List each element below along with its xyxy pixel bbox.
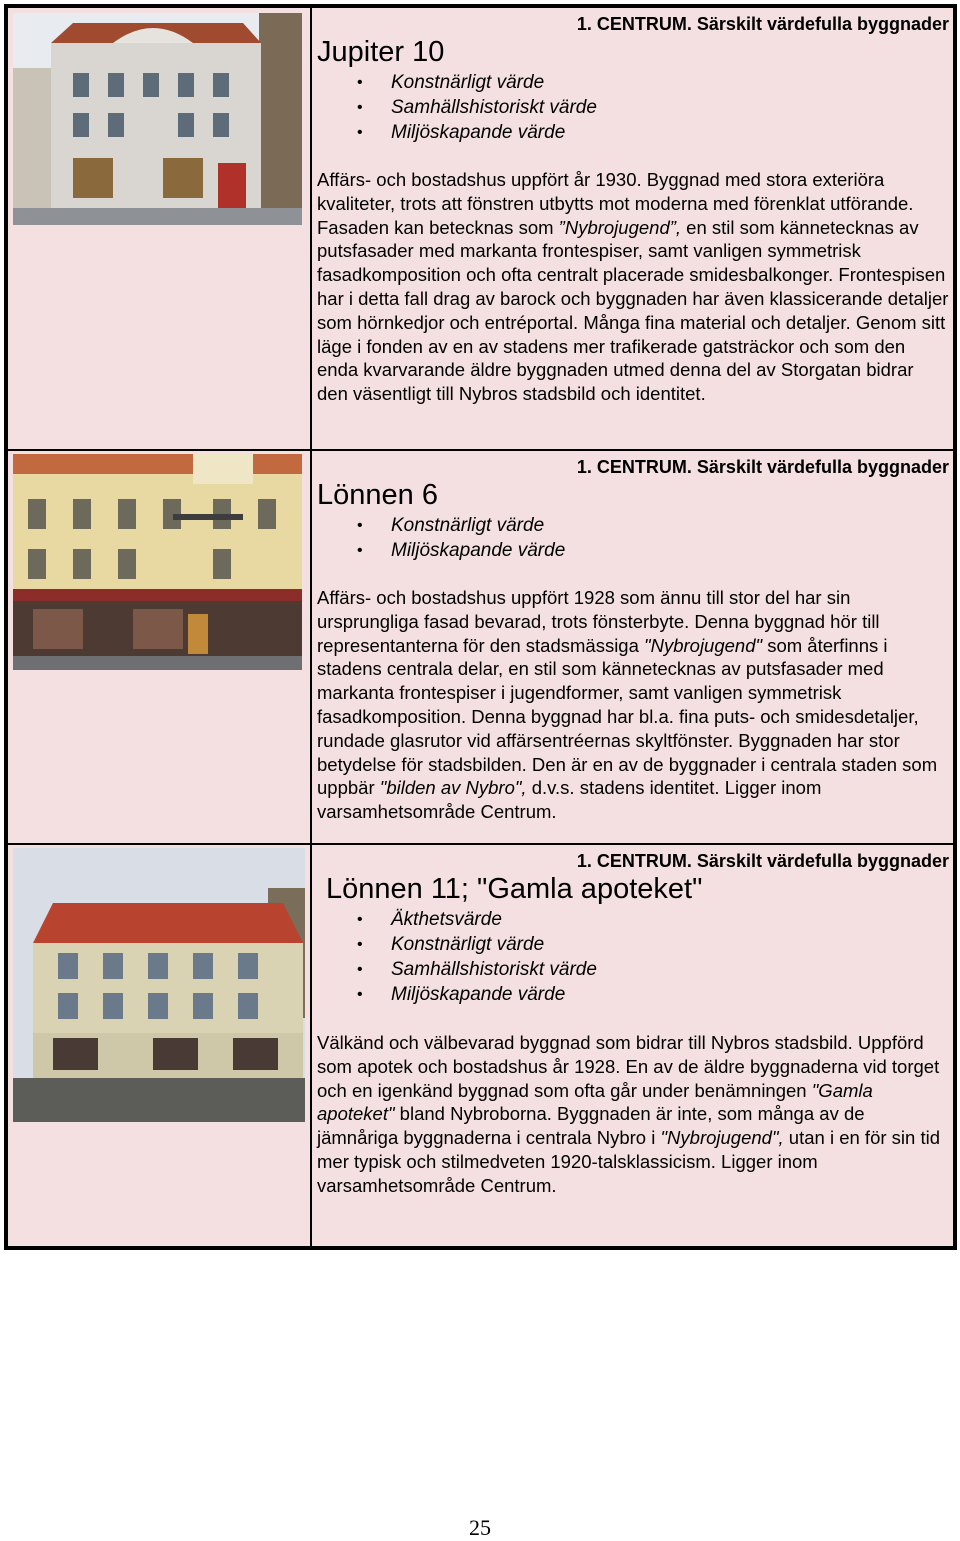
description-text: bland Nybroborna. Byggnaden är inte, som många av de jämnåriga byggnaderna i centrala Nybro i — [317, 1103, 865, 1149]
value-item: • Konstnärligt värde — [317, 70, 597, 95]
value-item: • Miljöskapande värde — [317, 120, 597, 145]
description — [317, 586, 949, 824]
document-table — [4, 4, 957, 1250]
description — [317, 168, 949, 406]
description-text: d.v.s. stadens identitet. Ligger inom varsamhetsområde Centrum. — [317, 777, 822, 823]
description-text: Affärs- och bostadshus uppfört år 1930. Byggnad med stora exteriöra kvaliteter, trots att fönstren utbytts mot moderna med förenklat utförande. Fasaden kan betecknas som — [317, 169, 914, 238]
description-italic: "Nybrojugend" — [644, 634, 763, 656]
entry-lonnen-6 — [8, 451, 953, 845]
value-item: • Konstnärligt värde — [317, 513, 565, 538]
description-text: som återfinns i stadens centrala delar, en stil som kännetecknas av putsfasader med markanta frontespiser i jugendformer, samt vanligen symmetrisk fasadkomposition. Denna byggnad har bl.a. fina puts- och smidesdetaljer, rundade glasrutor vid affärsentréernas skyltfönster. Byggnaden har stor betydelse för stadsbilden. Den är en av de byggnader i centrala staden som uppbär — [317, 634, 938, 799]
entry-jupiter-10 — [8, 8, 953, 451]
column-divider — [310, 8, 312, 451]
value-list — [317, 907, 597, 1007]
description-text: Affärs- och bostadshus uppfört 1928 som ännu till stor del har sin ursprungliga fasad bevarad, trots fönsterbyte. Denna byggnad hör till representanterna för den stadsmässiga — [317, 587, 880, 656]
value-item: • Miljöskapande värde — [317, 538, 565, 563]
building-photo — [13, 454, 302, 670]
value-item: • Miljöskapande värde — [317, 982, 597, 1007]
property-title: Lönnen 11; "Gamla apoteket" — [326, 873, 703, 905]
description-italic: ”Nybrojugend”, — [558, 216, 682, 238]
description-italic: "Nybrojugend", — [660, 1127, 784, 1149]
category-label: 1. CENTRUM. Särskilt värdefulla byggnader — [576, 851, 949, 871]
description — [317, 1031, 949, 1198]
category-label: 1. CENTRUM. Särskilt värdefulla byggnader — [576, 14, 949, 34]
description-italic: "Gamla apoteket" — [317, 1079, 873, 1125]
description-text: Välkänd och välbevarad byggnad som bidrar till Nybros stadsbild. Uppförd som apotek och bostadshus år 1928. En av de äldre byggnaderna vid torget och en igenkänd byggnad som ofta går under benämningen — [317, 1032, 940, 1101]
building-photo — [13, 848, 305, 1122]
value-item: • Samhällshistoriskt värde — [317, 957, 597, 982]
page-number: 25 — [469, 1515, 491, 1540]
property-title: Jupiter 10 — [317, 36, 445, 68]
value-item: • Konstnärligt värde — [317, 932, 597, 957]
value-list — [317, 513, 565, 563]
description-italic: "bilden av Nybro", — [379, 777, 527, 799]
column-divider — [310, 845, 312, 1246]
description-text: utan i en för sin tid mer typisk och stilmedveten 1920-talsklassicism. Ligger inom varsamhetsområde Centrum. — [317, 1127, 940, 1196]
value-list — [317, 70, 597, 145]
entry-lonnen-11 — [8, 845, 953, 1246]
value-item: • Äkthetsvärde — [317, 907, 597, 932]
building-photo — [13, 13, 302, 225]
category-label: 1. CENTRUM. Särskilt värdefulla byggnader — [576, 457, 949, 477]
property-title: Lönnen 6 — [317, 479, 438, 511]
description-text: en stil som kännetecknas av putsfasader med markanta frontespiser, samt vanligen symmetrisk fasadkomposition och ofta centralt placerade smidesbalkonger. Frontespisen har i detta fall drag av barock och byggnaden har även klassicerande detaljer som hörnkedjor och entréportal. Många fina material och detaljer. Genom sitt läge i fonden av en av stadens mer trafikerade gatsträckor och som den enda kvarvarande äldre byggnaden utmed denna del av Storgatan bidrar den väsentligt till Nybros stadsbild och identitet. — [317, 216, 949, 405]
value-item: • Samhällshistoriskt värde — [317, 95, 597, 120]
column-divider — [310, 451, 312, 845]
